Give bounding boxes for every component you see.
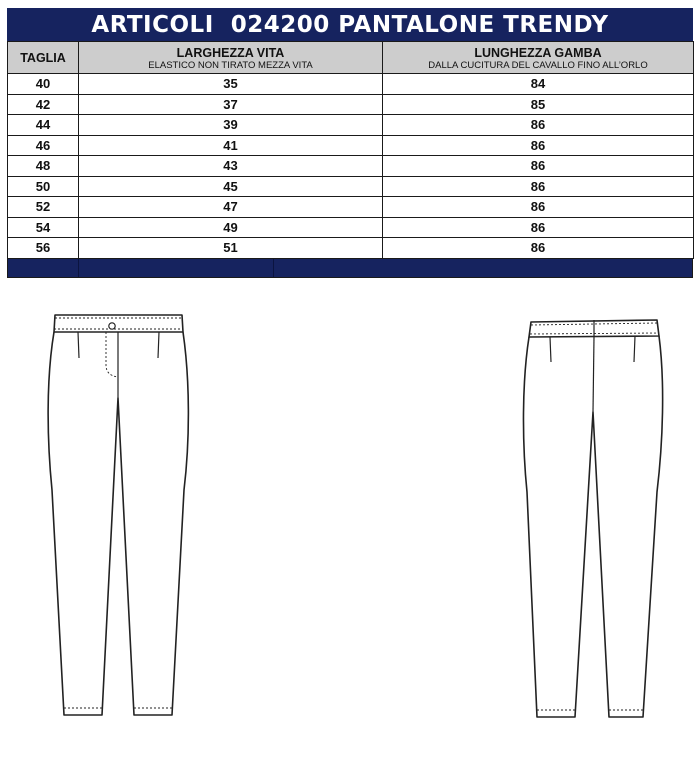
cell-size: 52 bbox=[8, 197, 79, 218]
cell-size: 46 bbox=[8, 135, 79, 156]
table-header-row bbox=[8, 42, 694, 74]
cell-waist: 43 bbox=[79, 156, 383, 177]
table-row bbox=[8, 238, 694, 259]
table-row bbox=[8, 74, 694, 95]
cell-waist: 47 bbox=[79, 197, 383, 218]
cell-size: 44 bbox=[8, 115, 79, 136]
cell-size: 48 bbox=[8, 156, 79, 177]
header-waist-note: ELASTICO NON TIRATO MEZZA VITA bbox=[148, 59, 313, 71]
cell-waist: 51 bbox=[79, 238, 383, 259]
cell-waist: 49 bbox=[79, 217, 383, 238]
cell-waist: 37 bbox=[79, 94, 383, 115]
header-leg-label: LUNGHEZZA GAMBA bbox=[474, 45, 602, 60]
table-row bbox=[8, 94, 694, 115]
header-size: TAGLIA bbox=[8, 42, 79, 74]
header-waist-label: LARGHEZZA VITA bbox=[176, 45, 285, 60]
cell-leg: 86 bbox=[383, 135, 694, 156]
cell-leg: 86 bbox=[383, 156, 694, 177]
footer-divider bbox=[78, 259, 79, 277]
cell-waist: 45 bbox=[79, 176, 383, 197]
size-table bbox=[7, 41, 694, 259]
table-footer-bar bbox=[7, 259, 693, 278]
cell-leg: 86 bbox=[383, 115, 694, 136]
cell-leg: 86 bbox=[383, 238, 694, 259]
header-leg bbox=[383, 42, 694, 74]
cell-leg: 85 bbox=[383, 94, 694, 115]
size-chart bbox=[7, 8, 693, 278]
table-row bbox=[8, 156, 694, 177]
cell-waist: 35 bbox=[79, 74, 383, 95]
header-waist bbox=[79, 42, 383, 74]
cell-leg: 86 bbox=[383, 197, 694, 218]
cell-size: 40 bbox=[8, 74, 79, 95]
cell-leg: 84 bbox=[383, 74, 694, 95]
trousers-front-view bbox=[40, 310, 210, 735]
header-leg-note: DALLA CUCITURA DEL CAVALLO FINO ALL’ORLO bbox=[428, 59, 648, 71]
table-row bbox=[8, 197, 694, 218]
cell-size: 50 bbox=[8, 176, 79, 197]
table-row bbox=[8, 135, 694, 156]
footer-divider bbox=[273, 259, 274, 277]
cell-size: 42 bbox=[8, 94, 79, 115]
chart-title: ARTICOLI 024200 PANTALONE TRENDY bbox=[7, 8, 693, 41]
trousers-back-view bbox=[515, 312, 675, 737]
table-row bbox=[8, 217, 694, 238]
cell-size: 54 bbox=[8, 217, 79, 238]
table-row bbox=[8, 176, 694, 197]
cell-waist: 39 bbox=[79, 115, 383, 136]
cell-size: 56 bbox=[8, 238, 79, 259]
table-row bbox=[8, 115, 694, 136]
cell-waist: 41 bbox=[79, 135, 383, 156]
cell-leg: 86 bbox=[383, 217, 694, 238]
cell-leg: 86 bbox=[383, 176, 694, 197]
